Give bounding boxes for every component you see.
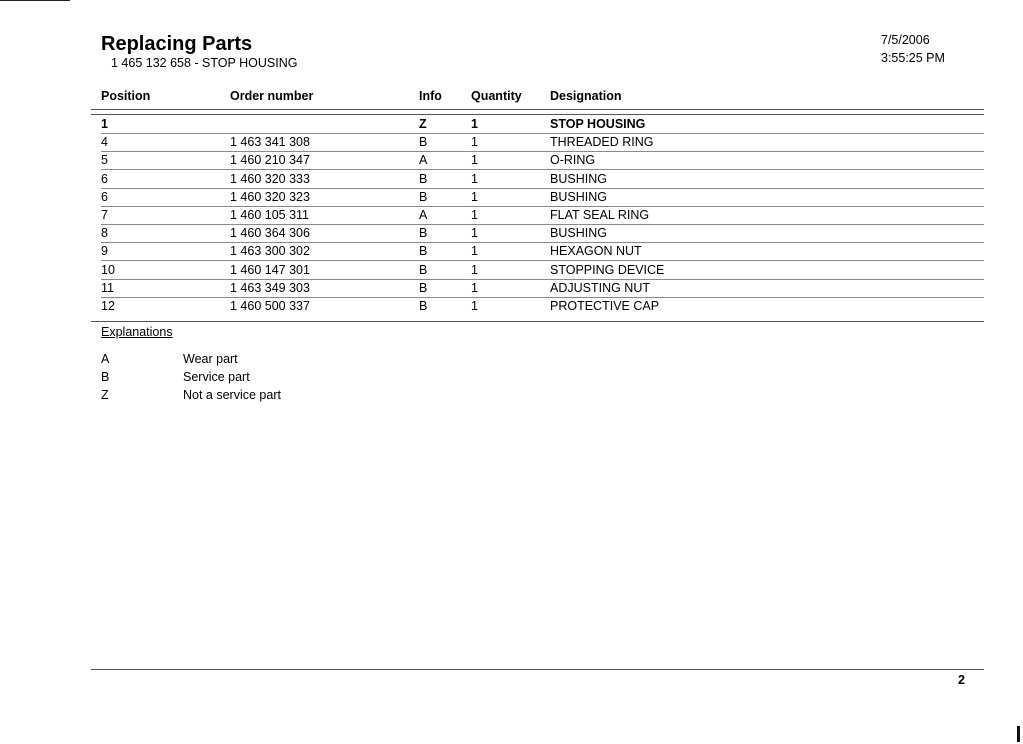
order-number-cell: 1 463 349 303: [230, 280, 310, 295]
row-divider: [101, 242, 984, 243]
info-cell: A: [419, 208, 428, 222]
explanation-code: B: [101, 370, 110, 384]
designation-cell: STOPPING DEVICE: [550, 262, 665, 277]
assembly-subtitle: 1 465 132 658 - STOP HOUSING: [111, 56, 298, 70]
row-divider: [101, 224, 984, 225]
table-bottom-rule: [91, 321, 984, 322]
row-divider: [101, 279, 984, 280]
info-cell: B: [419, 244, 428, 259]
info-cell: Z: [419, 117, 427, 131]
print-date: 7/5/2006: [881, 33, 930, 47]
quantity-cell: 1: [471, 280, 478, 295]
position-cell: 6: [101, 189, 108, 204]
designation-cell: BUSHING: [550, 189, 607, 204]
quantity-cell: 1: [471, 189, 478, 204]
page-title: Replacing Parts: [101, 33, 253, 55]
info-cell: A: [419, 153, 428, 168]
explanation-text: Not a service part: [183, 388, 281, 402]
row-divider: [101, 169, 984, 170]
header-divider: [91, 109, 984, 110]
footer-rule: [91, 669, 984, 670]
position-cell: 1: [101, 117, 108, 131]
position-cell: 10: [101, 262, 115, 277]
order-number-cell: 1 460 210 347: [230, 153, 310, 168]
designation-cell: O-RING: [550, 153, 596, 168]
info-cell: B: [419, 171, 428, 186]
column-header-position: Position: [101, 89, 151, 103]
quantity-cell: 1: [471, 171, 478, 186]
scan-edge-mark: [0, 0, 70, 1]
explanation-text: Service part: [183, 370, 250, 384]
row-divider: [101, 188, 984, 189]
row-divider: [101, 297, 984, 298]
scan-edge-mark-bottom-right: [1017, 726, 1020, 742]
designation-cell: PROTECTIVE CAP: [550, 299, 660, 313]
order-number-cell: 1 460 105 311: [230, 208, 310, 222]
designation-cell: THREADED RING: [550, 135, 654, 150]
designation-cell: FLAT SEAL RING: [550, 208, 650, 222]
order-number-cell: 1 463 300 302: [230, 244, 310, 259]
designation-cell: ADJUSTING NUT: [550, 280, 650, 295]
quantity-cell: 1: [471, 117, 478, 131]
position-cell: 7: [101, 208, 108, 222]
explanations-heading: Explanations: [101, 325, 173, 339]
designation-cell: STOP HOUSING: [550, 117, 646, 131]
info-cell: B: [419, 226, 428, 241]
order-number-cell: 1 460 320 333: [230, 171, 310, 186]
position-cell: 4: [101, 135, 108, 150]
order-number-cell: 1 463 341 308: [230, 135, 310, 150]
info-cell: B: [419, 280, 428, 295]
info-cell: B: [419, 135, 428, 150]
quantity-cell: 1: [471, 299, 478, 313]
order-number-cell: 1 460 147 301: [230, 262, 310, 277]
column-header-order-number: Order number: [230, 89, 314, 103]
row-divider: [101, 133, 984, 134]
page-number: 2: [958, 673, 965, 687]
row-divider: [101, 260, 984, 261]
designation-cell: BUSHING: [550, 171, 607, 186]
position-cell: 5: [101, 153, 108, 168]
quantity-cell: 1: [471, 135, 478, 150]
column-header-info: Info: [419, 89, 442, 103]
quantity-cell: 1: [471, 153, 478, 168]
quantity-cell: 1: [471, 208, 478, 222]
designation-cell: BUSHING: [550, 226, 607, 241]
explanation-code: Z: [101, 388, 109, 402]
position-cell: 12: [101, 299, 115, 313]
position-cell: 11: [101, 280, 114, 295]
info-cell: B: [419, 299, 428, 313]
column-header-quantity: Quantity: [471, 89, 522, 103]
info-cell: B: [419, 262, 428, 277]
position-cell: 9: [101, 244, 108, 259]
designation-cell: HEXAGON NUT: [550, 244, 642, 259]
position-cell: 6: [101, 171, 108, 186]
row-divider: [101, 206, 984, 207]
position-cell: 8: [101, 226, 108, 241]
order-number-cell: 1 460 320 323: [230, 189, 310, 204]
order-number-cell: 1 460 364 306: [230, 226, 310, 241]
explanation-text: Wear part: [183, 352, 238, 366]
order-number-cell: 1 460 500 337: [230, 299, 310, 313]
info-cell: B: [419, 189, 428, 204]
quantity-cell: 1: [471, 262, 478, 277]
print-time: 3:55:25 PM: [881, 51, 945, 65]
quantity-cell: 1: [471, 244, 478, 259]
header-divider-second: [91, 114, 984, 115]
quantity-cell: 1: [471, 226, 478, 241]
column-header-designation: Designation: [550, 89, 622, 103]
row-divider: [101, 151, 984, 152]
explanation-code: A: [101, 352, 110, 366]
